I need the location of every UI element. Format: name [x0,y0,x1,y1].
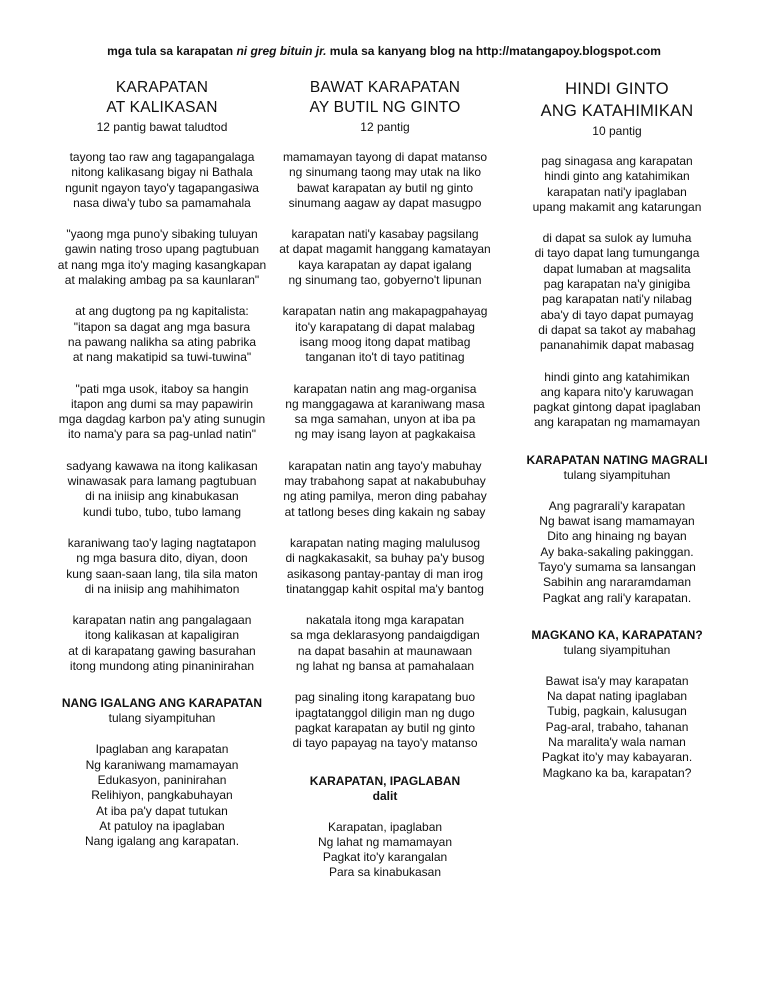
poem-body [42,150,282,674]
poem-subtitle: 12 pantig bawat taludtod [96,120,228,134]
poem-line: kaya karapatan ay dapat igalang [298,257,472,272]
poem-line: pagkat gintong dapat ipaglaban [533,400,701,415]
poem-line: "pati mga usok, itaboy sa hangin [75,381,249,396]
poem-line: hindi ginto ang katahimikan [544,369,690,384]
poem-line: ng lahat ng bansa at pamahalaan [295,659,475,674]
poem-line: mga dagdag karbon pa'y ating sunugin [58,412,266,427]
poem-line: karapatan natin ang mag-organisa [293,381,477,396]
poem-line: pananahimik dapat mabasag [539,338,695,353]
poem-line: mamamayan tayong di dapat matanso [282,150,488,164]
section-subtitle: dalit [372,788,398,803]
poem-line: Ay baka-sakaling pakinggan. [540,544,694,559]
poem-line: di na iniisip ang mahihimaton [84,581,240,596]
poem-line: ng mga basura dito, diyan, doon [76,551,248,566]
poem-line: ng sinumang taong may utak na liko [288,165,482,180]
poem-line: ng manggagawa at karaniwang masa [285,396,485,411]
poem-line: Nang igalang ang karapatan. [84,834,240,849]
poem-line: sa mga deklarasyong pandaigdigan [290,628,480,643]
poem-line: Pagkat ito'y may kabayaran. [541,750,693,765]
poem-line: Para sa kinabukasan [328,865,442,880]
poem-line: karapatan nating maging malulusog [289,535,481,550]
poem-line: di tayo dapat lang tumunganga [534,246,700,261]
poem-line: at malaking ambag pa sa kaunlaran" [64,273,260,288]
poem-line: At iba pa'y dapat tutukan [96,803,228,818]
poem-line: ipagtatanggol diligin man ng dugo [295,705,475,720]
poem-line: "itapon sa dagat ang mga basura [73,319,251,334]
stanza [500,499,734,606]
stanza [500,674,734,781]
poem-line: Na maralita'y wala naman [548,735,686,750]
poem-line: ng ating pamilya, meron ding pabahay [283,489,487,504]
poem-line: "yaong mga puno'y sibaking tuluyan [66,227,258,242]
section-body [262,820,508,881]
poem-line: bawat karapatan ay butil ng ginto [296,180,474,195]
poem-line: isang moog itong dapat matibag [299,334,471,349]
stanza [262,459,508,520]
poem-line: karapatan nati'y ipaglaban [547,184,687,199]
poem-line: ang karapatan ng mamamayan [533,415,701,430]
poem-line: at ang dugtong pa ng kapitalista: [75,304,249,319]
poem-section-nang-igalang [42,696,282,849]
stanza [42,227,282,288]
poem-line: at nang makatipid sa tuwi-tuwina" [72,350,252,365]
poem-section-karapatan-nating-magrali [500,453,734,606]
poem-line: at tatlong beses ding kakain ng sabay [284,504,486,519]
header-text: mga tula sa karapatan [107,44,237,58]
poem-line: kung saan-saan lang, tila sila maton [66,566,258,581]
column-1 [42,78,282,849]
poem-line: ngunit ngayon tayo'y tagapangasiwa [65,180,259,195]
section-subtitle: tulang siyampituhan [563,642,671,657]
stanza [42,742,282,849]
poem-line: Magkano ka ba, karapatan? [542,765,692,780]
poem-subtitle: 12 pantig [360,120,410,134]
poem-line: karapatan natin ang tayo'y mabuhay [288,458,482,473]
poem-line: gawin nating troso upang pagtubuan [64,242,260,257]
poem-subtitle: 10 pantig [592,124,642,138]
poem-line: karaniwang tao'y laging nagtatapon [67,535,257,550]
poem-line: sadyang kawawa na itong kalikasan [66,458,258,473]
poem-line: di dapat sa takot ay mabahag [538,322,696,337]
poem-line: pag karapatan nati'y nilabag [542,292,692,307]
poem-line: Ang pagrarali'y karapatan [548,498,686,513]
poem-line: Ng lahat ng mamamayan [317,834,453,849]
poem-line: winawasak para lamang pagtubuan [67,474,257,489]
poem-line: na dapat basahin at maunawaan [297,643,473,658]
stanza [500,231,734,353]
poem-line: pagkat karapatan ay butil ng ginto [294,720,476,735]
poem-line: ito'y karapatang di dapat malabag [295,319,475,334]
poem-line: Pagkat ito'y karangalan [322,850,448,865]
poem-line: sinumang aagaw ay dapat masugpo [288,195,482,210]
section-subtitle: tulang siyampituhan [563,467,671,482]
poem-line: sa mga samahan, unyon at iba pa [294,412,476,427]
poem-body [500,154,734,431]
poem-line: ito nama'y para sa pag-unlad natin" [67,427,256,442]
stanza [262,150,508,211]
poem-line: di na iniisip ang kinabukasan [85,489,239,504]
column-3 [500,78,734,781]
poem-line: kundi tubo, tubo, tubo lamang [82,504,242,519]
section-body [500,674,734,781]
header-blog-text: mula sa kanyang blog na http://matangapoy.blogspot.com [326,44,661,58]
poem-line: na pawang nalikha sa ating pabrika [67,334,257,349]
stanza [262,304,508,365]
poem-line: Karapatan, ipaglaban [327,819,443,834]
stanza [262,536,508,597]
poem-line: Edukasyon, paninirahan [97,772,227,787]
poem-line: Tubig, pagkain, kalusugan [547,704,687,719]
poem-line: Sabihin ang nararamdaman [542,575,692,590]
section-title: NANG IGALANG ANG KARAPATAN [61,696,263,711]
poem-line: Ng bawat isang mamamayan [539,514,695,529]
poem-line: dapat lumaban at magsalita [543,261,691,276]
poem-line: nakatala itong mga karapatan [305,613,465,628]
poem-line: hindi ginto ang katahimikan [544,169,690,184]
poem-line: aba'y di tayo dapat pumayag [540,307,694,322]
poem-line: Pag-aral, trabaho, tahanan [545,719,689,734]
section-body [500,499,734,606]
column-2 [262,78,508,881]
poem-line: itapon ang dumi sa may papawirin [70,396,254,411]
poem-line: Na dapat nating ipaglaban [546,689,688,704]
stanza [500,154,734,215]
poem-line: asikasong pantay-pantay di man irog [286,566,484,581]
poem-line: pag sinaling itong karapatang buo [294,690,476,705]
section-subtitle: tulang siyampituhan [108,711,216,726]
stanza [42,613,282,674]
poem-line: di tayo papayag na tayo'y matanso [292,736,478,751]
stanza [42,536,282,597]
poem-line: ang kapara nito'y karuwagan [540,384,694,399]
stanza [42,459,282,520]
page-header [0,44,768,58]
poem-line: Bawat isa'y may karapatan [545,673,689,688]
stanza [262,613,508,674]
poem-line: at dapat magamit hanggang kamatayan [279,242,491,257]
poem-title-bawat-karapatan: BAWAT KARAPATAN AY BUTIL NG GINTO [309,79,461,116]
poem-line: upang makamit ang katarungan [532,199,702,214]
poem-line: Pagkat ang rali'y karapatan. [542,590,692,605]
poem-line: pag sinagasa ang karapatan [541,154,693,168]
section-title: KARAPATAN NATING MAGRALI [526,452,708,467]
poem-line: Ng karaniwang mamamayan [85,757,239,772]
poem-line: tinatanggap kahit ospital ma'y bantog [286,581,484,596]
poem-line: Relihiyon, pangkabuhayan [91,788,233,803]
stanza [262,820,508,881]
stanza [500,370,734,431]
stanza [262,690,508,751]
poem-line: Tayo'y sumama sa lansangan [538,559,696,574]
stanza [42,382,282,443]
header-author: ni greg bituin jr. [236,44,327,58]
poem-line: tanganan ito't di tayo patitinag [305,350,465,365]
poem-title-karapatan-at-kalikasan: KARAPATAN AT KALIKASAN [106,79,218,116]
poem-line: pag karapatan na'y ginigiba [543,277,691,292]
poem-line: Ipaglaban ang karapatan [95,742,229,757]
poem-line: ng sinumang tao, gobyerno't lipunan [288,273,482,288]
poem-line: at nang mga ito'y maging kasangkapan [57,257,267,272]
poem-section-magkano-ka [500,628,734,781]
poem-line: karapatan natin ang makapagpahayag [282,304,488,319]
stanza [42,150,282,211]
poem-line: nasa diwa'y tubo sa pamamahala [73,195,251,210]
poem-line: may trabahong sapat at nakabubuhay [284,474,486,489]
poem-line: karapatan nati'y kasabay pagsilang [291,227,479,242]
poem-line: tayong tao raw ang tagapangalaga [69,150,255,164]
poem-line: di nagkakasakit, sa buhay pa'y busog [285,551,485,566]
poem-line: itong kalikasan at kapaligiran [84,628,240,643]
poem-line: ng may isang layon at pagkakaisa [294,427,476,442]
stanza [42,304,282,365]
section-body [42,742,282,849]
section-title: MAGKANO KA, KARAPATAN? [531,627,703,642]
poem-section-karapatan-ipaglaban [262,774,508,881]
poem-line: Dito ang hinaing ng bayan [547,529,687,544]
stanza [262,227,508,288]
poem-line: di dapat sa sulok ay lumuha [542,231,692,246]
poem-line: karapatan natin ang pangalagaan [72,613,252,628]
poem-line: at di karapatang gawing basurahan [68,643,256,658]
section-title: KARAPATAN, IPAGLABAN [309,773,461,788]
poem-line: At patuloy na ipaglaban [99,818,225,833]
poem-body [262,150,508,752]
poem-line: nitong kalikasang bigay ni Bathala [71,165,253,180]
poem-title-hindi-ginto: HINDI GINTO ANG KATAHIMIKAN [540,80,694,120]
stanza [262,382,508,443]
poem-line: itong mundong ating pinaninirahan [69,659,255,674]
